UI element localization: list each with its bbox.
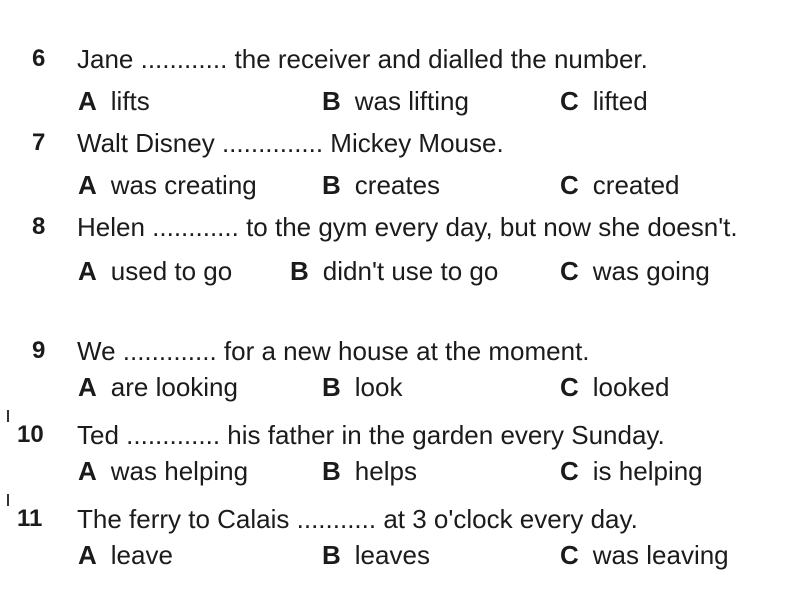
question-6 [0, 42, 800, 118]
option-letter: C [560, 456, 579, 486]
option-a[interactable] [78, 168, 257, 202]
answer-options [0, 168, 800, 202]
option-letter: B [322, 456, 341, 486]
question-number: 10 [17, 421, 44, 448]
option-b[interactable] [322, 84, 469, 118]
question-stem [0, 502, 800, 536]
question-text: Helen ............ to the gym every day, but now she doesn't. [77, 212, 738, 242]
option-text: was going [592, 256, 710, 286]
option-text: are looking [110, 372, 238, 402]
option-text: created [592, 170, 680, 200]
question-text: Walt Disney .............. Mickey Mouse. [77, 128, 504, 158]
option-b[interactable] [322, 538, 430, 572]
question-stem [0, 334, 800, 368]
option-b[interactable] [322, 454, 417, 488]
option-text: leaves [354, 540, 430, 570]
option-a[interactable] [78, 454, 248, 488]
question-number: 11 [17, 505, 43, 532]
option-c[interactable] [560, 254, 710, 288]
option-text: lifts [110, 86, 150, 116]
option-c[interactable] [560, 370, 669, 404]
option-b[interactable] [322, 370, 402, 404]
option-letter: C [560, 540, 579, 570]
question-text: The ferry to Calais ........... at 3 o'clock every day. [77, 504, 638, 534]
option-a[interactable] [78, 370, 238, 404]
option-letter: A [78, 256, 97, 286]
option-b[interactable] [322, 168, 440, 202]
option-text: was leaving [592, 540, 729, 570]
option-letter: A [78, 456, 97, 486]
answer-options [0, 370, 800, 404]
option-text: is helping [592, 456, 703, 486]
option-text: helps [354, 456, 417, 486]
option-text: lifted [592, 86, 648, 116]
option-text: look [354, 372, 403, 402]
option-letter: A [78, 170, 97, 200]
option-text: used to go [110, 256, 233, 286]
option-letter: B [322, 540, 341, 570]
option-a[interactable] [78, 538, 173, 572]
question-stem [0, 42, 800, 76]
answer-options [0, 538, 800, 572]
option-c[interactable] [560, 454, 703, 488]
question-10 [0, 418, 800, 488]
option-letter: C [560, 256, 579, 286]
question-number: 7 [32, 129, 46, 156]
option-text: was creating [110, 170, 257, 200]
question-stem [0, 418, 800, 452]
option-c[interactable] [560, 168, 680, 202]
option-a[interactable] [78, 254, 232, 288]
option-letter: B [322, 372, 341, 402]
option-letter: B [290, 256, 309, 286]
option-letter: C [560, 86, 579, 116]
option-letter: B [322, 170, 341, 200]
option-letter: C [560, 372, 579, 402]
option-letter: A [78, 86, 97, 116]
question-9 [0, 334, 800, 404]
option-letter: A [78, 540, 97, 570]
option-text: was helping [110, 456, 249, 486]
question-text: Jane ............ the receiver and dialled the number. [77, 44, 648, 74]
option-text: was lifting [354, 86, 469, 116]
option-letter: C [560, 170, 579, 200]
question-stem [0, 126, 800, 160]
question-number: 6 [32, 45, 46, 72]
option-c[interactable] [560, 538, 729, 572]
question-11 [0, 502, 800, 572]
question-stem [0, 208, 800, 246]
question-number: 9 [32, 337, 46, 364]
question-number: 8 [32, 213, 46, 240]
answer-options [0, 254, 800, 288]
option-letter: B [322, 86, 341, 116]
option-text: leave [110, 540, 173, 570]
option-text: creates [354, 170, 441, 200]
option-c[interactable] [560, 84, 648, 118]
option-letter: A [78, 372, 97, 402]
question-text: Ted ............. his father in the garden every Sunday. [77, 420, 665, 450]
question-7 [0, 126, 800, 202]
question-text: We ............. for a new house at the moment. [77, 336, 590, 366]
answer-options [0, 84, 800, 118]
answer-options [0, 454, 800, 488]
option-text: didn't use to go [322, 256, 499, 286]
option-text: looked [592, 372, 670, 402]
option-a[interactable] [78, 84, 150, 118]
option-b[interactable] [290, 254, 498, 288]
question-8 [0, 208, 800, 288]
